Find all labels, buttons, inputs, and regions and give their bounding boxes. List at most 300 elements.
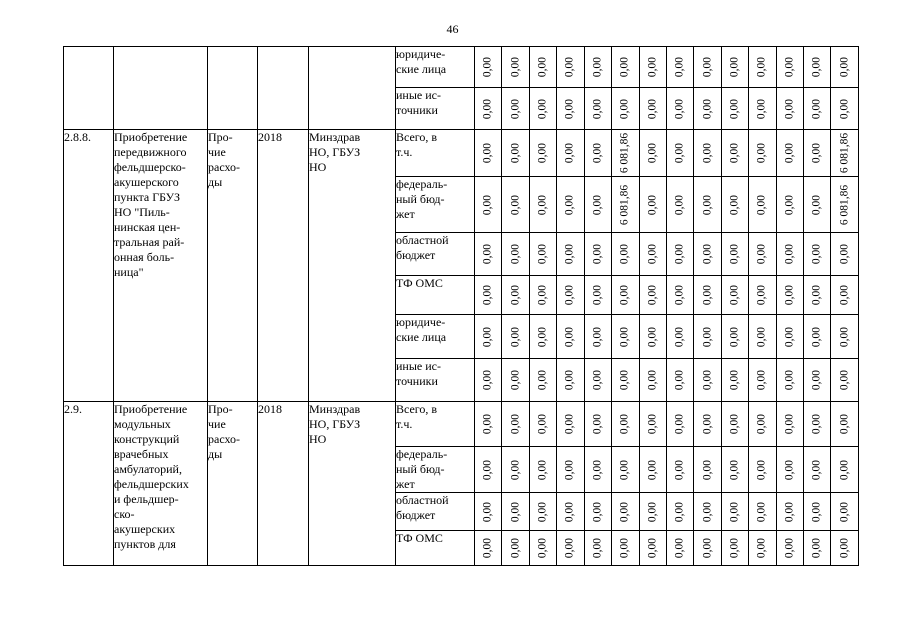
value-cell bbox=[475, 402, 502, 447]
funding-source: юридиче- ские лица bbox=[396, 47, 475, 88]
value-cell bbox=[557, 88, 584, 130]
value-text: 0,00 bbox=[755, 326, 768, 347]
value-text: 0,00 bbox=[563, 284, 576, 306]
value-cell bbox=[666, 531, 693, 566]
value-text: 0,00 bbox=[481, 98, 494, 119]
value-text: 0,00 bbox=[481, 459, 494, 480]
value-cell bbox=[502, 233, 529, 276]
funding-source: иные ис- точники bbox=[396, 359, 475, 402]
value-cell bbox=[694, 531, 721, 566]
funding-source: областной бюджет bbox=[396, 493, 475, 531]
value-cell bbox=[584, 447, 611, 493]
value-cell bbox=[721, 88, 748, 130]
value-cell bbox=[831, 47, 858, 88]
value-cell bbox=[721, 47, 748, 88]
value-cell bbox=[612, 359, 639, 402]
responsible-org: Минздрав НО, ГБУЗ НО bbox=[309, 130, 396, 402]
value-cell bbox=[776, 276, 803, 315]
value-text: 0,00 bbox=[673, 537, 686, 559]
value-cell bbox=[804, 359, 831, 402]
value-cell bbox=[831, 276, 858, 315]
value-text: 0,00 bbox=[755, 459, 768, 480]
value-text: 0,00 bbox=[810, 243, 823, 265]
value-cell bbox=[666, 47, 693, 88]
value-text: 0,00 bbox=[673, 98, 686, 119]
value-cell bbox=[639, 315, 666, 359]
value-cell bbox=[694, 402, 721, 447]
value-text: 0,00 bbox=[536, 501, 549, 522]
value-cell bbox=[612, 177, 639, 233]
value-cell bbox=[502, 315, 529, 359]
value-cell bbox=[721, 447, 748, 493]
value-cell bbox=[666, 88, 693, 130]
value-text: 0,00 bbox=[701, 537, 714, 559]
value-text: 0,00 bbox=[563, 243, 576, 265]
item-number: 2.9. bbox=[64, 402, 114, 566]
value-text: 0,00 bbox=[481, 194, 494, 215]
value-text: 0,00 bbox=[536, 142, 549, 164]
responsible-org bbox=[309, 47, 396, 130]
value-cell bbox=[749, 447, 776, 493]
value-text: 0,00 bbox=[728, 284, 741, 306]
value-cell bbox=[475, 359, 502, 402]
value-text: 0,00 bbox=[838, 369, 851, 391]
value-text: 0,00 bbox=[591, 413, 604, 435]
value-cell bbox=[721, 359, 748, 402]
value-cell bbox=[666, 177, 693, 233]
value-text: 0,00 bbox=[536, 369, 549, 391]
value-text: 0,00 bbox=[536, 413, 549, 435]
value-cell bbox=[776, 531, 803, 566]
value-text: 0,00 bbox=[755, 369, 768, 391]
value-cell bbox=[612, 531, 639, 566]
value-text: 0,00 bbox=[591, 537, 604, 559]
value-text: 0,00 bbox=[838, 98, 851, 119]
value-text: 0,00 bbox=[591, 194, 604, 215]
value-text: 0,00 bbox=[783, 413, 796, 435]
value-text: 0,00 bbox=[728, 537, 741, 559]
value-text: 0,00 bbox=[783, 326, 796, 347]
value-cell bbox=[831, 233, 858, 276]
value-text: 0,00 bbox=[591, 501, 604, 522]
value-text: 0,00 bbox=[673, 501, 686, 522]
value-text: 0,00 bbox=[591, 326, 604, 347]
value-text: 0,00 bbox=[646, 56, 659, 78]
value-cell bbox=[529, 233, 556, 276]
value-cell bbox=[749, 88, 776, 130]
value-cell bbox=[557, 359, 584, 402]
value-cell bbox=[666, 276, 693, 315]
value-text: 0,00 bbox=[646, 326, 659, 347]
value-text: 0,00 bbox=[755, 501, 768, 522]
value-text: 0,00 bbox=[701, 501, 714, 522]
value-text: 0,00 bbox=[536, 243, 549, 265]
value-cell bbox=[694, 130, 721, 177]
value-text: 0,00 bbox=[783, 142, 796, 164]
value-cell bbox=[694, 88, 721, 130]
value-cell bbox=[721, 402, 748, 447]
value-cell bbox=[502, 447, 529, 493]
value-text: 0,00 bbox=[646, 194, 659, 215]
value-cell bbox=[666, 233, 693, 276]
value-text: 0,00 bbox=[673, 243, 686, 265]
value-text: 0,00 bbox=[755, 413, 768, 435]
value-text: 0,00 bbox=[591, 98, 604, 119]
value-cell bbox=[749, 177, 776, 233]
value-text: 0,00 bbox=[509, 501, 522, 522]
value-cell bbox=[529, 130, 556, 177]
value-cell bbox=[804, 447, 831, 493]
value-text: 0,00 bbox=[810, 56, 823, 78]
value-cell bbox=[749, 493, 776, 531]
value-text: 0,00 bbox=[646, 369, 659, 391]
value-text: 0,00 bbox=[618, 369, 631, 391]
value-text: 0,00 bbox=[838, 459, 851, 480]
value-cell bbox=[666, 402, 693, 447]
value-cell bbox=[721, 531, 748, 566]
value-text: 0,00 bbox=[783, 459, 796, 480]
value-text: 0,00 bbox=[509, 284, 522, 306]
value-cell bbox=[694, 447, 721, 493]
value-text: 0,00 bbox=[701, 459, 714, 480]
value-cell bbox=[475, 233, 502, 276]
value-cell bbox=[639, 233, 666, 276]
value-text: 0,00 bbox=[810, 501, 823, 522]
value-cell bbox=[776, 233, 803, 276]
value-cell bbox=[804, 47, 831, 88]
value-text: 0,00 bbox=[509, 243, 522, 265]
table-row bbox=[64, 402, 859, 447]
value-cell bbox=[749, 359, 776, 402]
value-text: 0,00 bbox=[673, 459, 686, 480]
value-text: 0,00 bbox=[591, 56, 604, 78]
value-cell bbox=[804, 177, 831, 233]
value-text: 0,00 bbox=[810, 142, 823, 164]
value-text: 0,00 bbox=[838, 243, 851, 265]
value-cell bbox=[776, 359, 803, 402]
value-text: 0,00 bbox=[536, 537, 549, 559]
value-cell bbox=[584, 233, 611, 276]
funding-source: юридиче- ские лица bbox=[396, 315, 475, 359]
value-text: 0,00 bbox=[509, 459, 522, 480]
value-text: 0,00 bbox=[563, 413, 576, 435]
value-text: 0,00 bbox=[646, 413, 659, 435]
value-text: 0,00 bbox=[646, 501, 659, 522]
value-text: 0,00 bbox=[810, 537, 823, 559]
value-text: 0,00 bbox=[728, 194, 741, 215]
value-cell bbox=[776, 47, 803, 88]
value-text: 0,00 bbox=[481, 326, 494, 347]
funding-source: федераль- ный бюд- жет bbox=[396, 177, 475, 233]
value-cell bbox=[694, 177, 721, 233]
value-text: 0,00 bbox=[646, 98, 659, 119]
item-name: Приобретение передвижного фельдшерско- акушерского пункта ГБУЗ НО "Пиль- нинская цен- тральная рай- онная боль- ница" bbox=[114, 130, 208, 402]
value-text: 0,00 bbox=[509, 194, 522, 215]
value-text: 6 081,86 bbox=[618, 184, 631, 225]
value-text: 0,00 bbox=[755, 284, 768, 306]
value-cell bbox=[749, 233, 776, 276]
value-cell bbox=[612, 233, 639, 276]
value-text: 0,00 bbox=[509, 56, 522, 78]
value-cell bbox=[804, 531, 831, 566]
funding-source: областной бюджет bbox=[396, 233, 475, 276]
value-text: 0,00 bbox=[783, 501, 796, 522]
value-text: 0,00 bbox=[701, 284, 714, 306]
value-text: 0,00 bbox=[838, 284, 851, 306]
value-text: 6 081,86 bbox=[838, 184, 851, 225]
expense-type bbox=[208, 47, 258, 130]
funding-source: Всего, в т.ч. bbox=[396, 130, 475, 177]
value-cell bbox=[612, 47, 639, 88]
value-text: 0,00 bbox=[728, 459, 741, 480]
value-cell bbox=[502, 130, 529, 177]
value-text: 0,00 bbox=[701, 413, 714, 435]
value-text: 0,00 bbox=[509, 537, 522, 559]
value-cell bbox=[749, 276, 776, 315]
value-text: 0,00 bbox=[701, 326, 714, 347]
value-cell bbox=[639, 531, 666, 566]
value-text: 0,00 bbox=[783, 537, 796, 559]
value-cell bbox=[694, 276, 721, 315]
value-cell bbox=[557, 531, 584, 566]
value-text: 0,00 bbox=[509, 369, 522, 391]
value-text: 0,00 bbox=[646, 537, 659, 559]
value-cell bbox=[749, 315, 776, 359]
value-text: 0,00 bbox=[618, 459, 631, 480]
value-text: 0,00 bbox=[618, 501, 631, 522]
value-text: 0,00 bbox=[728, 326, 741, 347]
value-text: 0,00 bbox=[591, 284, 604, 306]
value-text: 0,00 bbox=[618, 243, 631, 265]
value-text: 0,00 bbox=[755, 194, 768, 215]
value-cell bbox=[557, 276, 584, 315]
table-row bbox=[64, 47, 859, 88]
value-cell bbox=[804, 233, 831, 276]
value-cell bbox=[639, 447, 666, 493]
value-cell bbox=[612, 447, 639, 493]
value-text: 0,00 bbox=[481, 501, 494, 522]
value-cell bbox=[475, 531, 502, 566]
value-text: 0,00 bbox=[755, 56, 768, 78]
value-text: 0,00 bbox=[481, 369, 494, 391]
value-cell bbox=[639, 177, 666, 233]
value-cell bbox=[694, 233, 721, 276]
value-cell bbox=[502, 493, 529, 531]
funding-source: Всего, в т.ч. bbox=[396, 402, 475, 447]
value-cell bbox=[749, 47, 776, 88]
value-text: 0,00 bbox=[673, 56, 686, 78]
value-cell bbox=[804, 402, 831, 447]
value-text: 0,00 bbox=[701, 142, 714, 164]
funding-source: федераль- ный бюд- жет bbox=[396, 447, 475, 493]
value-text: 0,00 bbox=[673, 194, 686, 215]
value-cell bbox=[584, 493, 611, 531]
value-cell bbox=[831, 493, 858, 531]
value-text: 0,00 bbox=[481, 243, 494, 265]
value-cell bbox=[557, 177, 584, 233]
value-cell bbox=[557, 233, 584, 276]
value-text: 6 081,86 bbox=[838, 132, 851, 174]
value-cell bbox=[776, 88, 803, 130]
value-cell bbox=[475, 177, 502, 233]
value-cell bbox=[475, 315, 502, 359]
value-cell bbox=[529, 276, 556, 315]
value-text: 0,00 bbox=[673, 326, 686, 347]
value-text: 0,00 bbox=[701, 243, 714, 265]
value-cell bbox=[694, 47, 721, 88]
value-text: 0,00 bbox=[618, 284, 631, 306]
item-year: 2018 bbox=[258, 130, 309, 402]
value-text: 0,00 bbox=[563, 142, 576, 164]
value-text: 0,00 bbox=[728, 56, 741, 78]
value-cell bbox=[776, 315, 803, 359]
value-cell bbox=[584, 531, 611, 566]
value-cell bbox=[639, 130, 666, 177]
budget-table bbox=[63, 46, 859, 566]
value-cell bbox=[776, 402, 803, 447]
value-cell bbox=[475, 88, 502, 130]
value-text: 0,00 bbox=[838, 413, 851, 435]
value-text: 0,00 bbox=[618, 537, 631, 559]
value-cell bbox=[639, 493, 666, 531]
value-cell bbox=[557, 402, 584, 447]
value-text: 0,00 bbox=[481, 413, 494, 435]
table-row bbox=[64, 130, 859, 177]
expense-type: Про- чие расхо- ды bbox=[208, 402, 258, 566]
value-cell bbox=[804, 88, 831, 130]
value-cell bbox=[584, 276, 611, 315]
value-text: 0,00 bbox=[701, 369, 714, 391]
funding-source: иные ис- точники bbox=[396, 88, 475, 130]
value-text: 0,00 bbox=[810, 194, 823, 215]
value-cell bbox=[557, 315, 584, 359]
value-text: 0,00 bbox=[536, 326, 549, 347]
value-text: 0,00 bbox=[673, 413, 686, 435]
value-text: 0,00 bbox=[563, 501, 576, 522]
value-cell bbox=[612, 402, 639, 447]
value-text: 0,00 bbox=[783, 243, 796, 265]
value-cell bbox=[831, 177, 858, 233]
value-text: 0,00 bbox=[646, 142, 659, 164]
value-cell bbox=[475, 493, 502, 531]
value-cell bbox=[475, 276, 502, 315]
value-cell bbox=[584, 88, 611, 130]
value-text: 0,00 bbox=[536, 98, 549, 119]
value-cell bbox=[666, 447, 693, 493]
value-text: 0,00 bbox=[563, 369, 576, 391]
value-cell bbox=[639, 276, 666, 315]
value-cell bbox=[749, 402, 776, 447]
value-cell bbox=[529, 402, 556, 447]
value-text: 0,00 bbox=[728, 413, 741, 435]
item-number: 2.8.8. bbox=[64, 130, 114, 402]
value-cell bbox=[557, 447, 584, 493]
value-text: 0,00 bbox=[563, 459, 576, 480]
value-cell bbox=[584, 130, 611, 177]
value-cell bbox=[694, 359, 721, 402]
value-cell bbox=[612, 88, 639, 130]
value-cell bbox=[776, 177, 803, 233]
value-cell bbox=[584, 359, 611, 402]
value-cell bbox=[776, 447, 803, 493]
value-cell bbox=[721, 493, 748, 531]
expense-type: Про- чие расхо- ды bbox=[208, 130, 258, 402]
value-text: 0,00 bbox=[618, 56, 631, 78]
value-text: 0,00 bbox=[646, 459, 659, 480]
value-text: 0,00 bbox=[701, 194, 714, 215]
value-cell bbox=[666, 315, 693, 359]
value-cell bbox=[557, 130, 584, 177]
value-text: 0,00 bbox=[755, 142, 768, 164]
value-cell bbox=[502, 177, 529, 233]
value-text: 0,00 bbox=[783, 194, 796, 215]
value-cell bbox=[502, 359, 529, 402]
value-text: 0,00 bbox=[481, 56, 494, 78]
value-cell bbox=[502, 276, 529, 315]
value-text: 0,00 bbox=[591, 243, 604, 265]
value-cell bbox=[584, 47, 611, 88]
page-number: 46 bbox=[446, 22, 459, 36]
value-text: 0,00 bbox=[838, 326, 851, 347]
value-text: 0,00 bbox=[783, 284, 796, 306]
value-cell bbox=[721, 315, 748, 359]
value-text: 0,00 bbox=[646, 284, 659, 306]
value-text: 0,00 bbox=[563, 56, 576, 78]
value-cell bbox=[529, 531, 556, 566]
value-text: 0,00 bbox=[563, 194, 576, 215]
value-cell bbox=[721, 276, 748, 315]
funding-source: ТФ ОМС bbox=[396, 531, 475, 566]
value-text: 0,00 bbox=[783, 56, 796, 78]
value-text: 0,00 bbox=[481, 142, 494, 164]
value-text: 0,00 bbox=[618, 326, 631, 347]
item-year bbox=[258, 47, 309, 130]
value-cell bbox=[831, 359, 858, 402]
value-text: 0,00 bbox=[728, 243, 741, 265]
value-cell bbox=[612, 315, 639, 359]
value-cell bbox=[639, 47, 666, 88]
value-cell bbox=[475, 447, 502, 493]
value-text: 0,00 bbox=[646, 243, 659, 265]
value-cell bbox=[529, 88, 556, 130]
value-cell bbox=[612, 130, 639, 177]
value-text: 0,00 bbox=[838, 501, 851, 522]
value-cell bbox=[776, 130, 803, 177]
value-cell bbox=[666, 493, 693, 531]
value-cell bbox=[502, 402, 529, 447]
value-text: 0,00 bbox=[536, 56, 549, 78]
value-cell bbox=[639, 402, 666, 447]
responsible-org: Минздрав НО, ГБУЗ НО bbox=[309, 402, 396, 566]
value-text: 0,00 bbox=[728, 501, 741, 522]
value-text: 0,00 bbox=[563, 98, 576, 119]
value-cell bbox=[666, 359, 693, 402]
value-text: 0,00 bbox=[673, 284, 686, 306]
value-text: 0,00 bbox=[618, 413, 631, 435]
value-cell bbox=[584, 402, 611, 447]
value-text: 0,00 bbox=[838, 56, 851, 78]
value-text: 0,00 bbox=[810, 459, 823, 480]
value-cell bbox=[584, 177, 611, 233]
value-cell bbox=[804, 276, 831, 315]
value-text: 0,00 bbox=[618, 98, 631, 119]
value-cell bbox=[612, 493, 639, 531]
value-text: 6 081,86 bbox=[618, 132, 631, 174]
value-text: 0,00 bbox=[509, 142, 522, 164]
value-cell bbox=[694, 493, 721, 531]
value-text: 0,00 bbox=[563, 537, 576, 559]
value-cell bbox=[502, 531, 529, 566]
